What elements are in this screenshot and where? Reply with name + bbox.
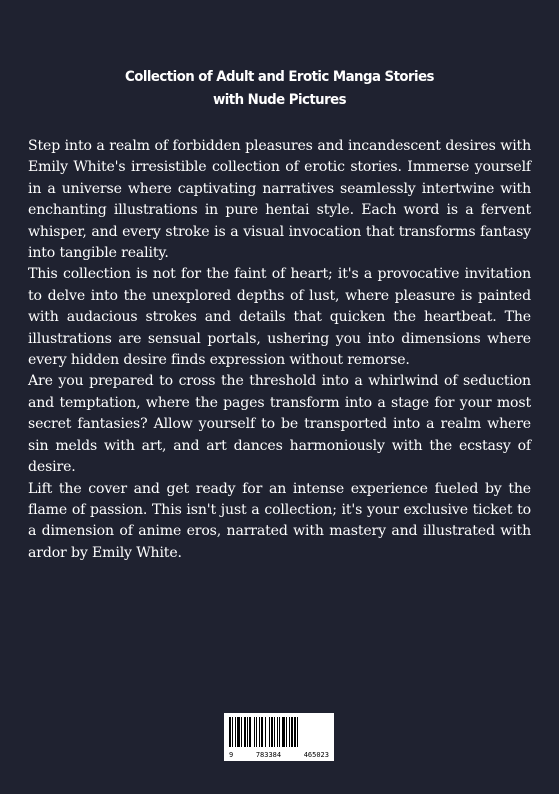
title-line-1: Collection of Adult and Erotic Manga Stories xyxy=(125,69,434,85)
barcode-group-2: 465023 xyxy=(303,751,329,759)
blurb-paragraph-1: Step into a realm of forbidden pleasures and incandescent desires with Emily White's irresistible collection of erotic stories. Immerse yourself in a universe where captivating narratives seamlessly intertwine with enchanting illustrations in pure hentai style. Each word is a fervent whisper, and every stroke is a visual invocation that transforms fantasy into tangible reality. xyxy=(28,138,531,262)
barcode-digits xyxy=(226,751,332,759)
barcode-prefix: 9 xyxy=(229,751,234,759)
barcode-bars-icon xyxy=(229,717,329,747)
isbn-barcode xyxy=(224,713,334,761)
blurb-text xyxy=(28,136,531,564)
blurb-paragraph-3: Are you prepared to cross the threshold into a whirlwind of seduction and temptation, where the pages transform into a stage for your most secret fantasies? Allow yourself to be transported into a realm where sin melds with art, and art dances harmoniously with the ecstasy of desire. xyxy=(28,373,531,476)
barcode-group-1: 783384 xyxy=(255,751,282,759)
blurb-paragraph-4: Lift the cover and get ready for an intense experience fueled by the flame of passion. This isn't just a collection; it's your exclusive ticket to a dimension of anime eros, narrated with mastery and illustrated with ardor by Emily White. xyxy=(28,480,531,561)
title-line-2: with Nude Pictures xyxy=(212,92,347,108)
book-title xyxy=(22,66,536,112)
blurb-paragraph-2: This collection is not for the faint of heart; it's a provocative invitation to delve into the unexplored depths of lust, where pleasure is painted with audacious strokes and details that quicken the heartbeat. The illustrations are sensual portals, ushering you into dimensions where every hidden desire finds expression without remorse. xyxy=(28,266,531,369)
